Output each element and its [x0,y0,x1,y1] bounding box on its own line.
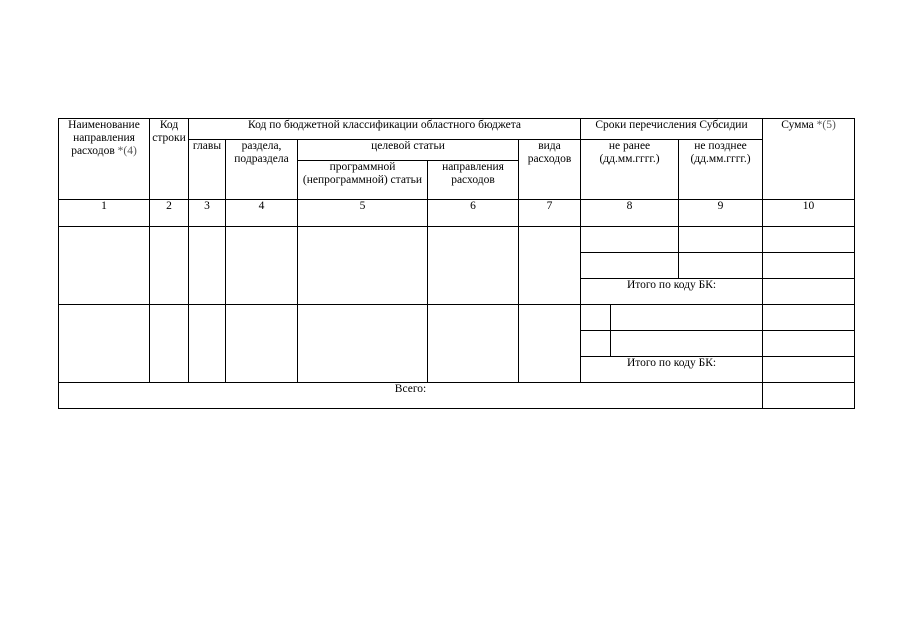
col-number-1: 1 [59,200,150,227]
cell-not-later[interactable] [679,253,763,279]
cell-total-sum[interactable] [763,383,855,409]
cell-term-a[interactable] [581,305,611,331]
subtotal-label-2: Итого по коду БК: [581,357,763,383]
subsidy-schedule-table [58,118,855,409]
col-number-5: 5 [298,200,428,227]
footnote-4: *(4) [117,145,137,157]
cell-not-earlier[interactable] [581,227,679,253]
header-program-article: программной (непрограммной) статьи [298,161,428,200]
cell-kind-2[interactable] [519,305,581,383]
col-number-10: 10 [763,200,855,227]
cell-program-2[interactable] [298,305,428,383]
footnote-5: *(5) [816,119,836,131]
cell-chapter-1[interactable] [189,227,226,305]
cell-program-1[interactable] [298,227,428,305]
cell-not-later[interactable] [679,227,763,253]
cell-chapter-2[interactable] [189,305,226,383]
col-number-9: 9 [679,200,763,227]
col-number-3: 3 [189,200,226,227]
cell-sum[interactable] [763,253,855,279]
col-number-2: 2 [150,200,189,227]
total-label: Всего: [59,383,763,409]
header-chapter: главы [189,140,226,200]
col-number-7: 7 [519,200,581,227]
cell-direction-1[interactable] [59,227,150,305]
header-direction: направления расходов [428,161,519,200]
header-target-article: целевой статьи [298,140,519,161]
cell-sum[interactable] [763,227,855,253]
cell-row-code-2[interactable] [150,305,189,383]
cell-direction-2[interactable] [59,305,150,383]
col-number-4: 4 [226,200,298,227]
cell-term-b[interactable] [611,331,763,357]
col-number-6: 6 [428,200,519,227]
header-budget-classification: Код по бюджетной классификации областного бюджета [189,119,581,140]
header-section: раздела, подраздела [226,140,298,200]
col-number-8: 8 [581,200,679,227]
cell-subtotal-sum-1[interactable] [763,279,855,305]
header-expense-direction-label: Наименование направления расходов [68,119,140,157]
header-expense-direction [59,119,150,200]
cell-term-b[interactable] [611,305,763,331]
cell-direction-code-1[interactable] [428,227,519,305]
header-not-earlier: не ранее (дд.мм.гггг.) [581,140,679,200]
cell-row-code-1[interactable] [150,227,189,305]
header-row-code: Код строки [150,119,189,200]
subtotal-label-1: Итого по коду БК: [581,279,763,305]
cell-direction-code-2[interactable] [428,305,519,383]
cell-section-1[interactable] [226,227,298,305]
cell-subtotal-sum-2[interactable] [763,357,855,383]
header-transfer-terms: Сроки перечисления Субсидии [581,119,763,140]
cell-section-2[interactable] [226,305,298,383]
header-sum-label: Сумма [781,119,814,131]
cell-term-a[interactable] [581,331,611,357]
cell-sum[interactable] [763,331,855,357]
header-expense-kind: вида расходов [519,140,581,200]
header-sum [763,119,855,200]
cell-not-earlier[interactable] [581,253,679,279]
header-not-later: не позднее (дд.мм.гггг.) [679,140,763,200]
cell-kind-1[interactable] [519,227,581,305]
cell-sum[interactable] [763,305,855,331]
